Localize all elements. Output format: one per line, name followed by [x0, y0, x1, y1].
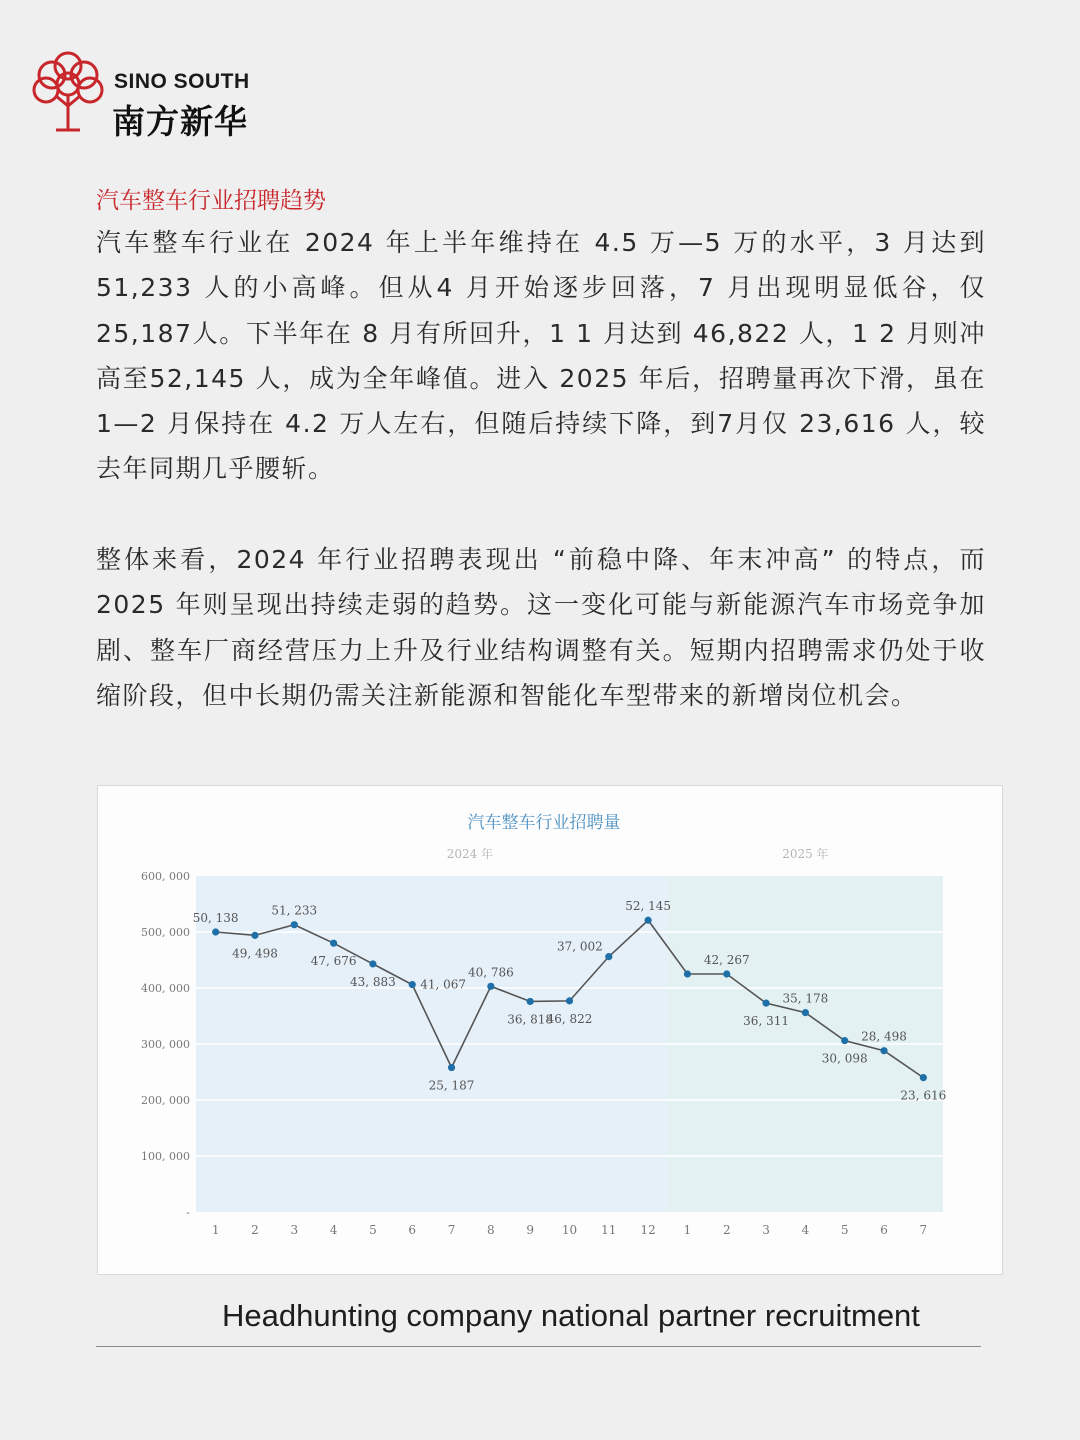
chart-container	[97, 785, 1003, 1275]
brand-name-en: SINO SOUTH	[114, 70, 250, 93]
section-title: 汽车整车行业招聘趋势	[96, 188, 326, 214]
data-label: 40, 786	[467, 965, 514, 980]
data-label: 51, 233	[271, 903, 318, 918]
data-label: 43, 883	[350, 974, 396, 989]
data-point	[605, 953, 612, 960]
data-point	[369, 960, 376, 967]
paragraph-1: 汽车整车行业在 2024 年上半年维持在 4.5 万—5 万的水平，3 月达到 51,233 人的小高峰。但从4 月开始逐步回落，7 月出现明显低谷，仅 25,187人。下半年在 8 月有所回升，1 1 月达到 46,822 人，1 2 月则冲高至52,145 人，成为全年峰值。进入 2025 年后，招聘量再次下滑，虽在 1—2 月保持在 4.2 万人左右，但随后持续下降，到7月仅 23,616 人，较去年同期几乎腰斩。	[96, 228, 986, 484]
x-tick-label: 6	[408, 1223, 417, 1237]
data-label: 52, 145	[625, 899, 672, 914]
data-point	[409, 981, 416, 988]
tree-icon	[24, 50, 114, 140]
data-label: 49, 498	[232, 946, 278, 961]
data-label: 50, 138	[192, 911, 239, 925]
data-label: 35, 178	[782, 991, 829, 1006]
x-tick-label: 10	[561, 1223, 578, 1237]
data-point	[880, 1047, 887, 1054]
brand-logo	[24, 50, 264, 140]
footer-divider	[96, 1346, 981, 1347]
paragraph-2: 整体来看，2024 年行业招聘表现出 “前稳中降、年末冲高” 的特点，而 2025 年则呈现出持续走弱的趋势。这一变化可能与新能源汽车市场竞争加剧、整车厂商经营压力上升及行业结构调整有关。短期内招聘需求仍处于收缩阶段，但中长期仍需关注新能源和智能化车型带来的新增岗位机会。	[96, 545, 986, 710]
data-point	[487, 983, 494, 990]
data-label: 23, 616	[900, 1088, 947, 1103]
data-point	[330, 940, 337, 947]
x-tick-label: 1	[211, 1223, 220, 1237]
data-point	[251, 932, 258, 939]
y-tick-label: 100, 000	[141, 1150, 190, 1163]
x-tick-label: 2	[722, 1223, 731, 1237]
data-label: 25, 187	[428, 1078, 475, 1093]
data-point	[723, 970, 730, 977]
data-point	[212, 928, 219, 935]
data-point	[291, 921, 298, 928]
line-chart	[98, 786, 1002, 1274]
data-label: 36, 818	[507, 1012, 554, 1027]
y-tick-label: 200, 000	[141, 1094, 190, 1107]
x-tick-label: 8	[487, 1223, 495, 1237]
data-point	[920, 1074, 927, 1081]
data-point	[762, 1000, 769, 1007]
group-label: 2025 年	[782, 847, 829, 861]
data-point	[684, 970, 691, 977]
x-tick-label: 3	[762, 1223, 770, 1237]
data-label: 36, 311	[743, 1014, 789, 1029]
data-label: 42, 267	[703, 953, 750, 967]
x-tick-label: 5	[369, 1223, 377, 1237]
x-tick-label: 6	[880, 1223, 888, 1237]
x-tick-label: 7	[919, 1223, 928, 1237]
y-tick-label: 600, 000	[141, 870, 190, 883]
x-tick-label: 12	[640, 1223, 656, 1237]
x-tick-label: 4	[329, 1223, 338, 1237]
data-label: 47, 676	[310, 954, 357, 969]
data-label: 28, 498	[861, 1029, 907, 1044]
y-tick-label: 500, 000	[141, 926, 190, 939]
x-tick-label: 4	[801, 1223, 810, 1237]
data-label: 41, 067	[420, 977, 467, 992]
group-label: 2024 年	[446, 847, 494, 861]
x-tick-label: 1	[683, 1223, 692, 1237]
data-point	[527, 998, 534, 1005]
data-label: 30, 098	[821, 1051, 868, 1066]
data-label: 37, 002	[557, 939, 603, 954]
x-tick-label: 11	[601, 1223, 617, 1237]
y-tick-label: 400, 000	[141, 982, 190, 995]
data-point	[645, 917, 652, 924]
chart-title: 汽车整车行业招聘量	[467, 813, 621, 833]
data-point	[448, 1064, 455, 1071]
x-tick-label: 9	[526, 1223, 535, 1237]
data-point	[566, 997, 573, 1004]
y-tick-label: 300, 000	[141, 1038, 190, 1051]
x-tick-label: 2	[251, 1223, 259, 1237]
data-point	[841, 1037, 848, 1044]
x-tick-label: 5	[840, 1223, 849, 1237]
x-tick-label: 7	[447, 1223, 456, 1237]
x-tick-label: 3	[290, 1223, 299, 1237]
footer-tagline: Headhunting company national partner recruitment	[222, 1298, 920, 1333]
data-label: 46, 822	[546, 1011, 593, 1026]
brand-name-cn: 南方新华	[112, 102, 248, 141]
data-point	[802, 1009, 809, 1016]
y-tick-label: -	[186, 1206, 190, 1219]
